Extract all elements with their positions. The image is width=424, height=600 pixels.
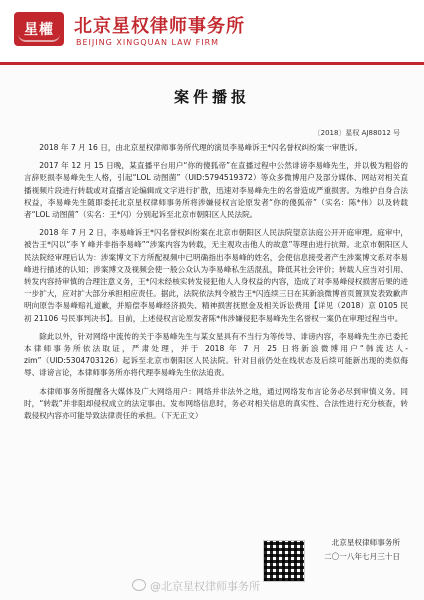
signature-date: 二〇一八年七月三十日 [324,552,400,561]
logo-text: 星權 [24,22,54,38]
document-body [24,142,408,428]
document-title: 案件播报 [173,88,250,106]
firm-name-chinese: 北京星权律师事务所 [74,16,245,37]
paragraph-5: 本律师事务所提醒各大媒体及广大网络用户：网络并非法外之地，通过网络发布言论务必尽到审慎义务。同时，“转载”并非阻却侵权成立的法定事由。发布网络信息时，务必对相关信息的真实性、合法性进行充分核查，转载侵权内容亦可能导致法律责任的承担。（下无正文） [24,386,408,421]
logo-swoosh-icon [18,34,60,42]
firm-name-english: BEIJING XINGQUAN LAW FIRM [76,38,220,47]
watermark-text: @北京星权律师事务所 [150,580,260,593]
firm-logo [14,12,64,46]
document-reference-number: 〔2018〕星权 AJ88012 号 [313,129,400,137]
weibo-icon [132,579,146,591]
signature-firm: 北京星权律师事务所 [331,538,400,547]
paragraph-2: 2017 年 12 月 15 日晚，某直播平台用户“你的傻狐帝”在直播过程中公然诽谤李易峰先生，并以极为粗俗的言辞贬损李易峰先生人格，引起“LOL 动图菌”（UID:5794519372）等众多微博用户及部分媒体、网站对相关直播视频片段进行转载或对直播言论编辑成文字进行扩散，迅速对李易峰先生的名誉造成严重损害。为维护自身合法权益，李易峰先生随即委托北京星权律师事务所将涉嫌侵权言论原发者“你的傻狐帝”（实名：陈*伟）以及转载者“LOL 动图菌”（实名：王*闪）分别起诉至北京市朝阳区人民法院。 [24,161,408,220]
paragraph-1: 2018 年 7 月 16 日，由北京星权律师事务所代理的演员李易峰诉王*闪名誉权纠纷案一审胜诉。 [39,143,363,152]
qr-code-icon [263,540,305,582]
signature-block [324,536,400,564]
paragraph-3: 2018 年 7 月 2 日，李易峰诉王*闪名誉权纠纷案在北京市朝阳区人民法院望京法庭公开开庭审理。庭审中，被告王*闪以“李 Y 峰并非指李易峰”“涉案内容为转载，无主观攻击他人的故意”等理由进行抗辩。北京市朝阳区人民法院经审理后认为：涉案博文下方所配视频中已明确指出李易峰的姓名，会使信息接受者产生涉案博文系对李易峰进行描述的认知；涉案博文及视频会使一般公众认为李易峰私生活混乱，降低其社会评价；转载人应当对引用、转发内容持审慎的合理注意义务，王*闪未经核实转发侵犯他人人身权益的内容，造成了对李易峰侵权损害后果的进一步扩大，应对扩大部分承担相应责任。据此，法院依法判令被告王*闪连续三日在其新浪微博首页置顶发表致歉声明向原告李易峰赔礼道歉，并赔偿李易峰经济损失、精神损害抚慰金及相关诉讼费用【详见（2018）京 0105 民初 21106 号民事判决书】。目前，上述侵权言论原发者陈*伟涉嫌侵犯李易峰先生名誉权一案仍在审理过程当中。 [24,228,408,323]
header-divider [0,62,424,65]
weibo-watermark [132,578,260,594]
letterhead [0,0,424,64]
paragraph-4: 除此以外，针对网络中流传的关于李易峰先生与某女星具有不当行为等传导、诽谤内容，李易峰先生亦已委托本律师事务所依法取证，严肃处理，并于 2018 年 7 月 25 日将新浪微博用户“韩流达人-zim”（UID:5304703126）起诉至北京市朝阳区人民法院。针对目前仍处在线状态及后续可能新出现的类似侮辱、诽谤言论，本律师事务所亦将代理李易峰先生依法追责。 [24,331,408,378]
